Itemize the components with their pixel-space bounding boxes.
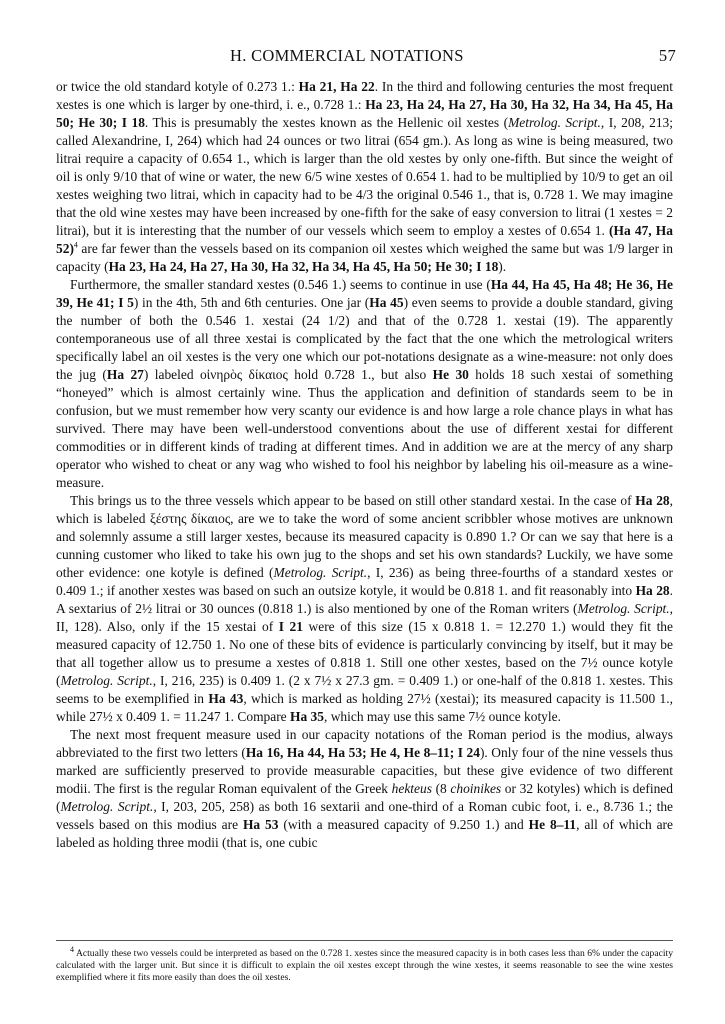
bold-reference: Ha 45 [369, 295, 404, 310]
text-run: (8 [431, 781, 451, 796]
bold-reference: Ha 28 [635, 493, 670, 508]
text-run: , I, 236) as being three-fourths of a standard xestes or 0.409 1.; if another xestes was based on such an outsize kotyle, it would be 0.818 1. and fit reasonably into [56, 565, 674, 598]
text-run: This brings us to the three vessels which appear to be based on still other standard xestai. In the case of [70, 493, 636, 508]
italic-citation: Metrolog. Script. [60, 673, 153, 688]
text-run: ) labeled οἰνηρὸς δίκαιος hold 0.728 1., but also [143, 367, 433, 382]
bold-reference: He 8–11 [528, 817, 577, 832]
text-run: , which is marked as holding 27½ (xestai); its measured capacity is 11.500 1., while 27½ x 0.409 1. = 11.247 1. Compare [56, 691, 673, 724]
text-run: ). Only four of the nine vessels thus marked are sufficiently preserved to provide measurable capacities, but these give evidence of two different modii. The first is the regular Roman equivalent of the Greek [56, 745, 673, 796]
bold-reference: Ha 53 [242, 817, 279, 832]
italic-citation: Metrolog. Script. [577, 601, 670, 616]
text-run: , I, 216, 235) is 0.409 1. (2 x 7½ x 27.3 gm. = 0.409 1.) or one-half of the 0.818 1. xestes. This seems to be exemplified in [56, 673, 674, 706]
footnote [56, 944, 673, 984]
running-title: H. COMMERCIAL NOTATIONS [230, 46, 464, 65]
text-run: , II, 128). Also, only if the 15 xestai of [56, 601, 673, 634]
text-run: , all of which are labeled as holding three modii (that is, one cubic [56, 817, 673, 850]
text-run: ) in the 4th, 5th and 6th centuries. One jar ( [133, 295, 370, 310]
italic-citation: choinikes [450, 781, 502, 796]
text-run: . This is presumably the xestes known as the Hellenic oil xestes ( [144, 115, 509, 130]
italic-citation: Metrolog. Script. [508, 115, 601, 130]
text-run: ). [498, 259, 507, 274]
text-run: , I, 203, 205, 258) as both 16 sextarii and one-third of a Roman cubic foot, i. e., 8.736 1.; the vessels based on this modius are [56, 799, 674, 832]
bold-reference: Ha 21, Ha 22 [298, 79, 375, 94]
bold-reference: Ha 16, Ha 44, Ha 53; He 4, He 8–11; I 24 [245, 745, 480, 760]
running-head [56, 46, 676, 68]
bold-reference: Ha 27 [106, 367, 144, 382]
bold-reference: Ha 35 [290, 709, 324, 724]
bold-reference: Ha 23, Ha 24, Ha 27, Ha 30, Ha 32, Ha 34, Ha 45, Ha 50; He 30; I 18 [56, 97, 673, 130]
bold-reference: I 21 [278, 619, 303, 634]
page-number: 57 [658, 46, 676, 65]
text-run: Actually these two vessels could be interpreted as based on the 0.728 1. xestes since the measured capacity is in both cases less than 6% under the capacity calculated with the larger unit. But since it is difficult to explain the oil xestes except through the wine xestes, it seems reasonable to see the wine xestes exemplified where it fits more easily than does the oil xestes. [56, 948, 673, 983]
text-run: . A sextarius of 2½ litrai or 30 ounces (0.818 1.) is also mentioned by one of the Roman writers ( [56, 583, 673, 616]
bold-reference: Ha 28 [635, 583, 670, 598]
text-run: or twice the old standard kotyle of 0.273 1.: [56, 79, 299, 94]
body-text [56, 78, 673, 852]
bold-reference: Ha 43 [208, 691, 244, 706]
text-run: The next most frequent measure used in our capacity notations of the Roman period is the modius, always abbreviated to the first two letters ( [56, 727, 673, 760]
footnote-rule [56, 940, 673, 941]
text-run: are far fewer than the vessels based on its companion oil xestes which weighed the same but was 1/9 larger in capacity ( [56, 241, 673, 274]
text-run: were of this size (15 x 0.818 1. = 12.270 1.) would they fit the measured capacity of 12.750 1. No one of these bits of evidence is particularly convincing by itself, but it may be that all together allow us to presume a xestes of 0.818 1. Still one other xestes, based on the 7½ ounce kotyle ( [56, 619, 673, 688]
text-run: ) even seems to provide a double standard, giving the number of both the 0.546 1. xestai (24 1/2) and that of the 0.728 1. xestai (19). The apparently contemporaneous use of all three xestai is complicated by the fact that the one which the metrological writers specifically label an oil xestes is the very one which our pot-notations designate as a wine-measure: not only does the jug ( [56, 295, 674, 382]
footnote-marker: 4 [73, 240, 78, 250]
paragraph [56, 726, 673, 852]
text-run: , I, 208, 213; called Alexandrine, I, 264) which had 24 ounces or two litrai (654 gm.). As long as wine is being measured, two litrai require a capacity of 0.654 1., which is larger than the old xestes by only one-fifth. But since the weight of oil is only 9/10 that of wine or water, the new 6/5 wine xestes of 0.654 1. had to be multiplied by 10/9 to get an oil xestes weighing two litrai, which in capacity had to be 4/3 the original 0.546 1., that is, 0.728 1. We may imagine that the old wine xestes may have been increased by one-fifth for the sake of easy conversion to litrai (1 xestes = 2 litrai), but it is interesting that the number of our vessels which seem to employ a xestes of 0.654 1. [56, 115, 674, 238]
text-run: , which may use this same 7½ ounce kotyle. [323, 709, 561, 724]
text-run: Furthermore, the smaller standard xestes (0.546 1.) seems to continue in use ( [70, 277, 491, 292]
text-run: (with a measured capacity of 9.250 1.) and [278, 817, 529, 832]
text-run: , which is labeled ξέστης δίκαιος, are we to take the word of some ancient scribbler whose motives are unknown and solemnly assume a still larger xestes, because its measured capacity is 0.890 1.? Or can we say that here is a cunning customer who liked to take his own jug to the shops and set his own standards? Luckily, we have some other evidence: one kotyle is defined ( [56, 493, 673, 580]
footnote-marker: 4 [70, 944, 74, 954]
bold-reference: Ha 44, Ha 45, Ha 48; He 36, He 39, He 41; I 5 [56, 277, 673, 310]
text-run: holds 18 such xestai of something “honeyed” which is almost certainly wine. Thus the application and definition of standards seem to be in confusion, but we must remember how very scanty our evidence is and how large a role chance plays in what has survived. There may have been well-understood conventions about the use of different xestai for different commodities or in different kinds of trading at different times. And in addition we are at the mercy of any sharp operator who wished to cheat or any wag who wished to fool his neighbor by labeling his oil-measure as a wine-measure. [56, 367, 674, 490]
italic-citation: Metrolog. Script. [273, 565, 368, 580]
text-run: . In the third and following centuries the most frequent xestes is one which is larger by one-third, i. e., 0.728 1.: [56, 79, 673, 112]
bold-reference: He 30 [432, 367, 469, 382]
italic-citation: hekteus [391, 781, 432, 796]
text-run: or 32 kotyles) which is defined ( [56, 781, 673, 814]
bold-reference: Ha 23, Ha 24, Ha 27, Ha 30, Ha 32, Ha 34, Ha 45, Ha 50; He 30; I 18 [108, 259, 499, 274]
paragraph [56, 276, 673, 492]
paragraph [56, 492, 673, 726]
paragraph [56, 78, 673, 276]
bold-reference: (Ha 47, Ha 52) [56, 223, 673, 256]
italic-citation: Metrolog. Script. [60, 799, 154, 814]
